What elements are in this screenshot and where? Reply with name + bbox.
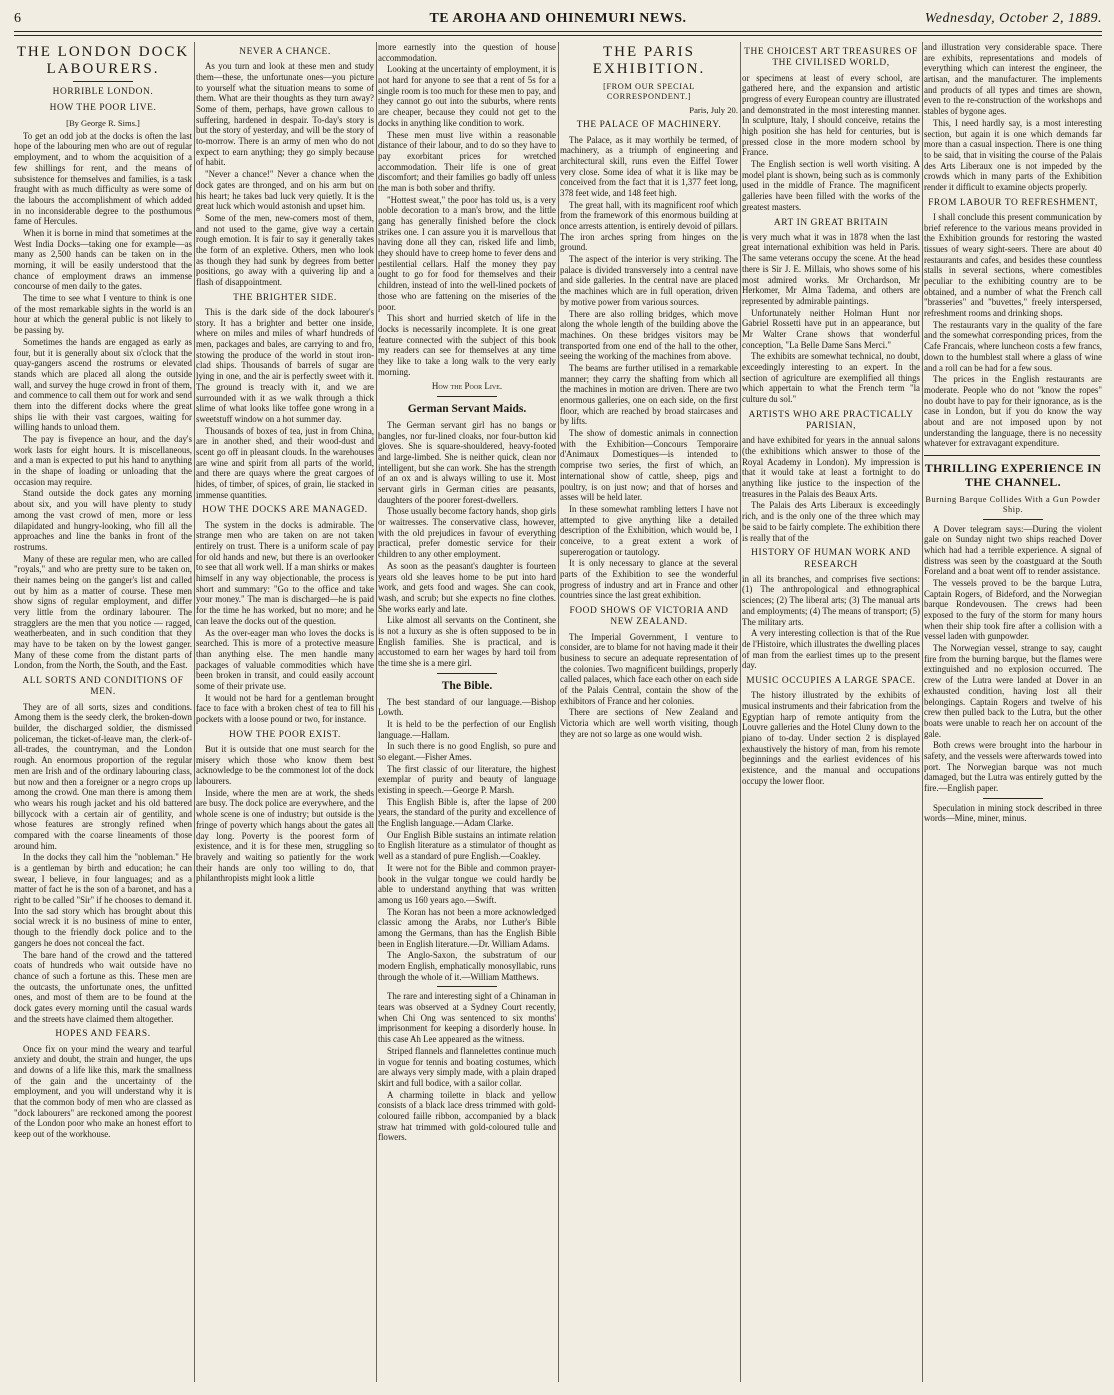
divider — [983, 798, 1043, 799]
paragraph: A very interesting collection is that of the Rue de l'Histoire, which illustrates the dwelling places of man from the earliest times up to the present day. — [742, 628, 920, 671]
paragraph: It would not be hard for a gentleman brought face to face with a broken chest of tea to fill his pockets with a loose pound or two, for instance. — [196, 692, 374, 725]
column-divider — [376, 42, 377, 1382]
paragraph: The restaurants vary in the quality of the fare and the somewhat corresponding prices, from the Cafe Francais, where luncheon costs a few francs, down to the humblest stall where a glass of wine and a roll can be had for a few sous. — [924, 319, 1102, 373]
paragraph: The time to see what I venture to think is one of the most remarkable sights in the world is an hour at which the general public is not likely to be passing by. — [14, 293, 192, 336]
paragraph: The English section is well worth visiting. A model plant is shown, being such as is commonly used in the middle of France. The magnificent galleries have been filled with the works of the greatest masters. — [742, 159, 920, 212]
article-title-the-bible: The Bible. — [441, 679, 493, 692]
quote: In such there is no good English, so pure and so elegant.—Fisher Ames. — [378, 741, 556, 762]
article-subtitle: Burning Barque Collides With a Gun Powder Ship. — [925, 494, 1101, 514]
paragraph: As you turn and look at these men and study them—these, the unfortunate ones—you picture to yourself what the situation means to some of them. What are their thoughts as they turn away? Some of them, perhaps, have grown callous to suffering, hardened in despair. To-day's story is but the story of yesterday, and will be the story of to-morrow. There is an army of men who do not expect to earn anything; they go simply because of habit. — [196, 61, 374, 168]
masthead-rule — [14, 35, 1102, 36]
section-heading: HISTORY OF HUMAN WORK AND RESEARCH — [751, 548, 911, 570]
paragraph: This short and hurried sketch of life in the docks is necessarily incomplete. It is one great feature connected with the subject of this book my readers can see for themselves at any time they like to take a long walk to the very early morning. — [378, 313, 556, 377]
section-heading: THE CHOICEST ART TREASURES OF THE CIVILISED WORLD, — [744, 47, 918, 69]
paragraph: The Norwegian vessel, strange to say, caught fire from the burning barque, but the flames were extinguished and no explosion occurred. The crew of the Lutra were landed at Dover in an exhausted condition, having lost all their belongings. Captain Rogers and twelve of his crew then pulled back to the Lutra, but the other boats were unable to reach her on account of the gale. — [924, 643, 1102, 739]
paragraph: The pay is fivepence an hour, and the day's work lasts for eight hours. It is miscellaneous, and a man is expected to put his hand to anything in the shape of loading or unloading that the occasion may require. — [14, 434, 192, 487]
divider — [437, 396, 497, 397]
section-heading: ART IN GREAT BRITAIN — [773, 217, 889, 228]
paragraph: Speculation in mining stock described in three words—Mine, miner, minus. — [924, 802, 1102, 824]
section-heading: ALL SORTS AND CONDITIONS OF MEN. — [22, 676, 184, 698]
paragraph: They are of all sorts, sizes and conditions. Among them is the seedy clerk, the broken-down builder, the discharged soldier, the dismissed policeman, the ticket-of-leave man, the clerk-of-all-trades, the countryman, and the London rough. An enormous proportion of the regular men are Irish and of the ordinary labouring class, but now and then a foreigner or a negro crops up among the crowd. One man there is among them who wears his rough jacket and his old battered billycock with a certain air of gentility, and whose features are strongly refined when compared with the coarse lineaments of those around him. — [14, 701, 192, 851]
paragraph: Stand outside the dock gates any morning about six, and you will have plenty to study among the vast crowd of men, more or less dilapidated and hungry-looking, who fill all the approaches and line the banks in front of the rostrums. — [14, 488, 192, 552]
divider — [983, 519, 1043, 520]
section-heading: THE BRIGHTER SIDE. — [233, 292, 337, 303]
paragraph: A Dover telegram says:—During the violent gale on Sunday night two ships reached Dover which had had a terrible experience. A signal of distress was seen by the coastguard at the South Foreland and a boat went off to render assistance. — [924, 523, 1102, 577]
paragraph: The history illustrated by the exhibits of musical instruments and their fabrication from the Egyptian harp of remote antiquity from the Louvre galleries and the Hotel Cluny down to the piano of to-day. Under section 2 is displayed exhaustively the history of man, from his remote beginnings and the earliest evidences of his existence, and the manual and occupations occupy the lower floor. — [742, 690, 920, 786]
paragraph: or specimens at least of every school, are gathered here, and the expansion and artistic progress of every European country are illustrated and demonstrated in the most interesting manner. In sculpture, Italy, I should conceive, retains the high position she has held for centuries, but is pressed close in the more modern school by France. — [742, 72, 920, 158]
section-heading: HOW THE POOR EXIST. — [229, 729, 341, 740]
paragraph: Thousands of boxes of tea, just in from China, are in another shed, and their wood-dust and scent go off in pleasant clouds. In the warehouses are wine and spirit from all parts of the world, and there are quays where the great cargoes of hides, of timber, of spices, of grain, lie stacked in immense quantities. — [196, 425, 374, 500]
paragraph: The great hall, with its magnificent roof which from the framework of this enormous building at once arrests attention, is entirely devoid of pillars. The iron arches spring from hinges on the ground. — [560, 199, 738, 253]
divider — [437, 673, 497, 674]
newspaper-page — [14, 8, 1102, 1388]
paragraph: As the over-eager man who loves the docks is searched. This is more of a protective measure than anything else. The men handle many packages of valuable commodities which have been broken in transit, and could easily account some of their private use. — [196, 627, 374, 691]
paragraph: In the docks they call him the "nobleman." He is a gentleman by birth and education; he can swear, I believe, in four languages; and as a matter of fact he is the son of a baronet, and has a right to be called "Sir" if he chooses to demand it. Into the sad story which has brought about this social wreck it is no business of mine to enter, though to the friendly dock police and to the gangers he does not conceal the fact. — [14, 852, 192, 948]
newspaper-title: TE AROHA AND OHINEMURI NEWS. — [429, 11, 687, 26]
column-divider — [558, 42, 559, 1382]
column-4 — [560, 42, 738, 1382]
paragraph: The bare hand of the crowd and the tattered coats of hundreds who wait outside have no chance of such a fortune as this. These men are the outcasts, the unfortunate ones, the unfitted ones, and most of them are to be found at the dock gates every morning until the casual wards and the streets have claimed them altogether. — [14, 949, 192, 1024]
article-title-thrilling-experience: THRILLING EXPERIENCE IN THE CHANNEL. — [924, 461, 1102, 489]
paragraph: Unfortunately neither Holman Hunt nor Gabriel Rossetti have put in an appearance, but Mr Walter Crane shows that wonderful conception, "La Belle Dame Sans Merci." — [742, 307, 920, 350]
masthead — [14, 8, 1102, 32]
section-heading: ARTISTS WHO ARE PRACTICALLY PARISIAN, — [748, 409, 914, 432]
column-3 — [378, 42, 556, 1382]
paragraph: In these somewhat rambling letters I have not attempted to give anything like a detailed description of the Exhibition, which would be, I conceive, to a great extent a work of supererogation or tautology. — [560, 503, 738, 557]
column-divider — [194, 42, 195, 1382]
divider — [73, 81, 133, 82]
quote: It were not for the Bible and common prayer-book in the vulgar tongue we could hardly be able to understand anything that was written among us 160 years ago.—Swift. — [378, 862, 556, 905]
paragraph: The system in the docks is admirable. The strange men who are taken on are not taken entirely on trust. There is a uniform scale of pay for old hands and new, but there is an overlooker to see that all work well. If a man shirks or makes himself in any way objectionable, the process is short and summary: "Go to the office and take your money." The man is discharged—he is paid for the time he has worked, but no more; and he can leave the docks out of the question. — [196, 519, 374, 626]
paragraph: There are also rolling bridges, which move along the whole length of the building above the machines. On these bridges visitors may be transported from one end of the hall to the other, seeing the working of the machines from above. — [560, 308, 738, 362]
section-heading: MUSIC OCCUPIES A LARGE SPACE. — [746, 675, 916, 686]
paragraph: The prices in the English restaurants are moderate. People who do not "know the ropes" no doubt have to pay for their ignorance, as is the case in London, but if you do know the way about and are not imposed upon by not understanding the language, there is no necessity whatever for extravagant expenditure. — [924, 374, 1102, 449]
article-subtitle: [FROM OUR SPECIAL CORRESPONDENT.] — [603, 82, 695, 101]
issue-date: Wednesday, October 2, 1889. — [924, 11, 1102, 26]
paragraph: To get an odd job at the docks is often the last hope of the labouring men who are out of regular employment, and to whom the acquisition of a few shillings for rent, and the means of subsistence for themselves and families, is a task fraught with as much difficulty as were some of the labours the accomplishment of which added in no inconsiderable degree to the posthumous fame of Hercules. — [14, 130, 192, 227]
paragraph: Once fix on your mind the weary and tearful anxiety and doubt, the strain and hunger, the ups and downs of a life like this, mark the smallness of the gain and the uncertainty of the employment, and you will understand why it is that the common body of men who are classed as "dock labourers" are reckoned among the poorest of the London poor who make an honest effort to keep out of the workhouse. — [14, 1043, 192, 1140]
paragraph: I shall conclude this present communication by brief reference to the various means provided in the Exhibition grounds for restoring the wasted tissues of weary sight-seers. There are about 40 restaurants and cafes, and besides these countless stalls in several sections, where comestibles peculiar to the exhibiting country are to be obtained, and a number of what the French call "brasseries" and "buvettes," freely interspersed, refreshment rooms and drinking shops. — [924, 211, 1102, 319]
paragraph: The beams are further utilised in a remarkable manner; they carry the shafting from which all the machines in motion are driven. There are two enormous galleries, one on each side, on the first floor, which are reached by broad staircases and by lifts. — [560, 362, 738, 427]
paragraph: The Imperial Government, I venture to consider, are to blame for not having made it their business to secure an adequate representation of the colonies. Two magnificent buildings, properly called palaces, which face each other on each side of the Palais Central, contain the show of the exhibitors of France and her colonies. — [560, 631, 738, 706]
section-heading: HOW THE DOCKS ARE MANAGED. — [202, 505, 368, 516]
paragraph: The exhibits are somewhat technical, no doubt, exceedingly interesting to an expert. In the section of agriculture are exemplified all things which appertain to what the French term "la culture du sol." — [742, 351, 920, 405]
paragraph: But it is outside that one must search for the misery which those who know them best acknowledge to be the commonest lot of the dock labourers. — [196, 744, 374, 787]
paragraph: and have exhibited for years in the annual salons (the exhibitions which answer to those of the Royal Academy in London). My impression is that it would take at least a fortnight to do anything like justice to the inspection of the treasures in the Palais des Beaux Arts. — [742, 435, 920, 499]
paragraph: The vessels proved to be the barque Lutra, Captain Rogers, of Bideford, and the Norwegian barque Rondevousen. The crews had been exposed to the fury of the storm for many hours when their ship took fire after a collision with a vessel laden with gunpowder. — [924, 577, 1102, 642]
section-heading: FOOD SHOWS OF VICTORIA AND NEW ZEALAND. — [569, 606, 729, 628]
article-subtitle: HORRIBLE LONDON. — [52, 87, 154, 97]
paragraph: in all its branches, and comprises five sections: (1) The anthropological and ethnographical sciences; (2) The liberal arts; (3) The manual arts and employments; (4) The means of transport; (5) The military arts. — [742, 573, 920, 627]
page-number: 6 — [14, 11, 22, 26]
quote: The Koran has not been a more acknowledged classic among the Arabs, nor Luther's Bible among the Germans, than has the English Bible been in English literature.—Dr. William Adams. — [378, 906, 556, 949]
paragraph: It is only necessary to glance at the several parts of the Exhibition to see the wonderful progress of industry and art in France and other countries since the last great exhibition. — [560, 558, 738, 601]
paragraph: Like almost all servants on the Continent, she is not a luxury as she is often supposed to be in English families. She is practical, and is accustomed to earn her wages by hard toil from the time she is a mere girl. — [378, 615, 556, 669]
paragraph: The aspect of the interior is very striking. The palace is divided transversely into a central nave and side galleries. In the central nave are placed the machines which are in full operation, driven by motive power from various sources. — [560, 254, 738, 307]
quote: Our English Bible sustains an intimate relation to English literature as a stimulator of thought as well as a standard of pure English.—Coakley. — [378, 829, 556, 862]
article-title-dock-labourers: THE LONDON DOCK LABOURERS. — [16, 44, 190, 77]
quote: The Anglo-Saxon, the substratum of our modern English, emphatically monosyllabic, runs through the whole of it.—William Matthews. — [378, 950, 556, 982]
column-divider — [740, 42, 741, 1382]
article-title-german-servant-maids: German Servant Maids. — [407, 403, 527, 416]
section-heading: THE PALACE OF MACHINERY. — [576, 120, 722, 131]
paragraph: Some of the men, new-comers most of them, and not used to the game, give way a certain rough emotion. It is fair to say it generally takes the form of an expletive. Others, men who look as though they had sunk by degrees from better positions, go away with a quivering lip and a flash of disappointment. — [196, 212, 374, 288]
paragraph: more earnestly into the question of house accommodation. — [378, 42, 556, 63]
paragraph: "Never a chance!" Never a chance when the dock gates are thronged, and on his arm but on his heart; he takes bad luck very quietly. It is the great luck which would astonish and upset him. — [196, 169, 374, 212]
article-title-paris-exhibition: THE PARIS EXHIBITION. — [592, 44, 706, 77]
paragraph: Striped flannels and flannelettes continue much in vogue for tennis and boating costumes, which are always very simply made, with a plain draped skirt and full bodice, with a sailor collar. — [378, 1045, 556, 1088]
paragraph: Sometimes the hands are engaged as early as four, but it is generally about six o'clock that the quay-gangers ascend the rostrums or elevated stands which are placed all along the outside wall, and survey the huge crowd in front of them, and commence to call them out for work and send them into the different docks where the great ships lie with their vast cargoes, waiting for willing hands to unload them. — [14, 336, 192, 433]
paragraph: "Hottest sweat," the poor has told us, is a very noble decoration to a man's brow, and the little gang has generally finished before the clock strikes one. I can assure you it is marvellous that having done all they can, risked life and limb, they should have to creep home to fever dens and pestilential cellars. Half the money they pay ought to go for food for themselves and their children, instead of into the well-lined pockets of those who are fattening on the miseries of the poor. — [378, 194, 556, 312]
divider — [437, 986, 497, 987]
article-signature: How the Poor Live. — [431, 381, 503, 392]
paragraph: Looking at the uncertainty of employment, it is not hard for anyone to see that a rent of 5s for a single room is too much for these men to pay, and they cannot go out into the suburbs, where rents are cheaper, because they could not get to the docks in anything like condition to work. — [378, 64, 556, 128]
paragraph: Both crews were brought into the harbour in safety, and the vessels were afterwards towed into port. The Norwegian barque was not much damaged, but the Lutra was entirely gutted by the fire.—English paper. — [924, 740, 1102, 794]
quote: It is held to be the perfection of our English language.—Hallam. — [378, 718, 556, 740]
paragraph: These men must live within a reasonable distance of their labour, and to do so they have to pay exorbitant prices for wretched accommodation. Their life is one of great discomfort; and their families go badly off unless the man is both sober and thrifty. — [378, 129, 556, 193]
quote: The best standard of our language.—Bishop Lowth. — [378, 696, 556, 718]
column-divider — [922, 42, 923, 1382]
paragraph: As soon as the peasant's daughter is fourteen years old she leaves home to be put into hard work, and gets food and wages. She can cook, wash, and scrub; but she expects no fine clothes. She works early and late. — [378, 560, 556, 614]
section-heading: NEVER A CHANCE. — [239, 47, 331, 57]
dateline: Paris, July 20. — [689, 104, 738, 115]
paragraph: The Palace, as it may worthily be termed, of machinery, as a triumph of engineering and architectural skill, runs even the Eiffel Tower very close. Some idea of what it is like may be conceived from the fact that it is 1,377 feet long, 378 feet wide, and 148 feet high. — [560, 134, 738, 198]
paragraph: The show of domestic animals in connection with the Exhibition—Concours Temporaire d'Animaux Domestiques—is intended to comprise two series, the first of which, an international show of cattle, sheep, pigs and poultry, is on just now; and that of horses and asses will be held later. — [560, 428, 738, 503]
paragraph: The Palais des Arts Liberaux is exceedingly rich, and is the only one of the three which may be said to be fairly complete. The exhibition there is really that of the — [742, 500, 920, 543]
column-6 — [924, 42, 1102, 1382]
column-2 — [196, 42, 374, 1382]
divider — [924, 455, 1100, 456]
quote: This English Bible is, after the lapse of 200 years, the standard of the purity and excellence of the English language.—Adam Clarke. — [378, 796, 556, 829]
paragraph: This, I need hardly say, is a most interesting section, but again it is one which demands far more than a casual inspection. There is one thing to be said, that in visiting the course of the Palais des Arts Liberaux one is not impeded by the crowds which in many parts of the Exhibition render it difficult to examine objects properly. — [924, 117, 1102, 192]
paragraph: The German servant girl has no bangs or bangles, nor fur-lined cloaks, nor four-button kid gloves. She is square-shouldered, heavy-footed and large-limbed. She is neither quick, clean nor intelligent, but she can work. She has the strength of an ox and is always willing to use it. Most servant girls in German cities are peasants, daughters of the poorer forest-dwellers. — [378, 419, 556, 505]
paragraph: Those usually become factory hands, shop girls or waitresses. The conservative class, however, with the old prejudices in favour of everything practical, prefer domestic service for their children to any other employment. — [378, 506, 556, 560]
paragraph: This is the dark side of the dock labourer's story. It has a brighter and better one inside, where on miles and miles of wharf hundreds of men, packages and bales, are carrying to and fro, stowing the produce of the world in stout iron-clad ships. Thousands of barrels of sugar are lying in one, and the air is perfectly sweet with it. The ground is treacly with it, and we are surrounded with it as we walk through a thick slime of what looks like toffee gone wrong in a sweetstuff window on a hot summer day. — [196, 307, 374, 424]
quote: The first classic of our literature, the highest exemplar of purity and beauty of language existing in speech.—George P. Marsh. — [378, 763, 556, 796]
column-1 — [14, 42, 192, 1382]
paragraph: When it is borne in mind that sometimes at the West India Docks—taking one for example—as many as 2,500 hands can be taken on in the morning, it will be easily understood that the chance of employment draws an immense concourse of men daily to the gates. — [14, 227, 192, 292]
section-heading: HOW THE POOR LIVE. — [49, 103, 157, 114]
paragraph: The rare and interesting sight of a Chinaman in tears was observed at a Sydney Court recently, when Chi Ong was sentenced to six months' imprisonment for keeping a disorderly house. In this case Ah Lee appeared as the witness. — [378, 991, 556, 1045]
paragraph: is very much what it was in 1878 when the last great international exhibition was held in Paris. The same veterans occupy the scene. At the head there is Sir J. E. Millais, who shows some of his most admired works. Mr Orchardson, Mr Herkomer, Mr Alma Tadema, and others are represented by admirable paintings. — [742, 231, 920, 306]
paragraph: There are sections of New Zealand and Victoria which are well worth visiting, though they are not so large as one would wish. — [560, 707, 738, 739]
paragraph: A charming toilette in black and yellow consists of a black lace dress trimmed with gold-coloured faille ribbon, accompanied by a black straw hat trimmed with gold-coloured tulle and flowers. — [378, 1089, 556, 1143]
paragraph: Many of these are regular men, who are called "royals," and who are pretty sure to be taken on, their names being on the ganger's list and called out by him as a matter of course. These men show signs of regular employment, and differ very little from the ordinary labourer. The stragglers are the men that you notice — ragged, weatherbeaten, and in such condition that they may have to be taken on by the lowest ganger. Many of these come from the distant parts of London, from the North, the South, and the East. — [14, 553, 192, 671]
paragraph: and illustration very considerable space. There are exhibits, representations and models of everything which can interest the engineer, the artisan, and the manufacturer. The implements and products of all types and times are shown, even to the re-construction of the workshops and stables of bygone ages. — [924, 42, 1102, 117]
paragraph: Inside, where the men are at work, the sheds are busy. The dock police are everywhere, and the whole scene is one of industry; but outside is the fringe of poverty which hangs about the gates all day long. Poverty is the poorest form of existence, and it is for these men, struggling so bravely and waiting so patiently for the work their hands are only too willing to do, that philanthropists might look a little — [196, 787, 374, 884]
byline: [By George R. Sims.] — [66, 117, 140, 128]
section-heading: HOPES AND FEARS. — [55, 1029, 151, 1040]
section-heading: FROM LABOUR TO REFRESHMENT, — [928, 197, 1098, 208]
column-5 — [742, 42, 920, 1382]
